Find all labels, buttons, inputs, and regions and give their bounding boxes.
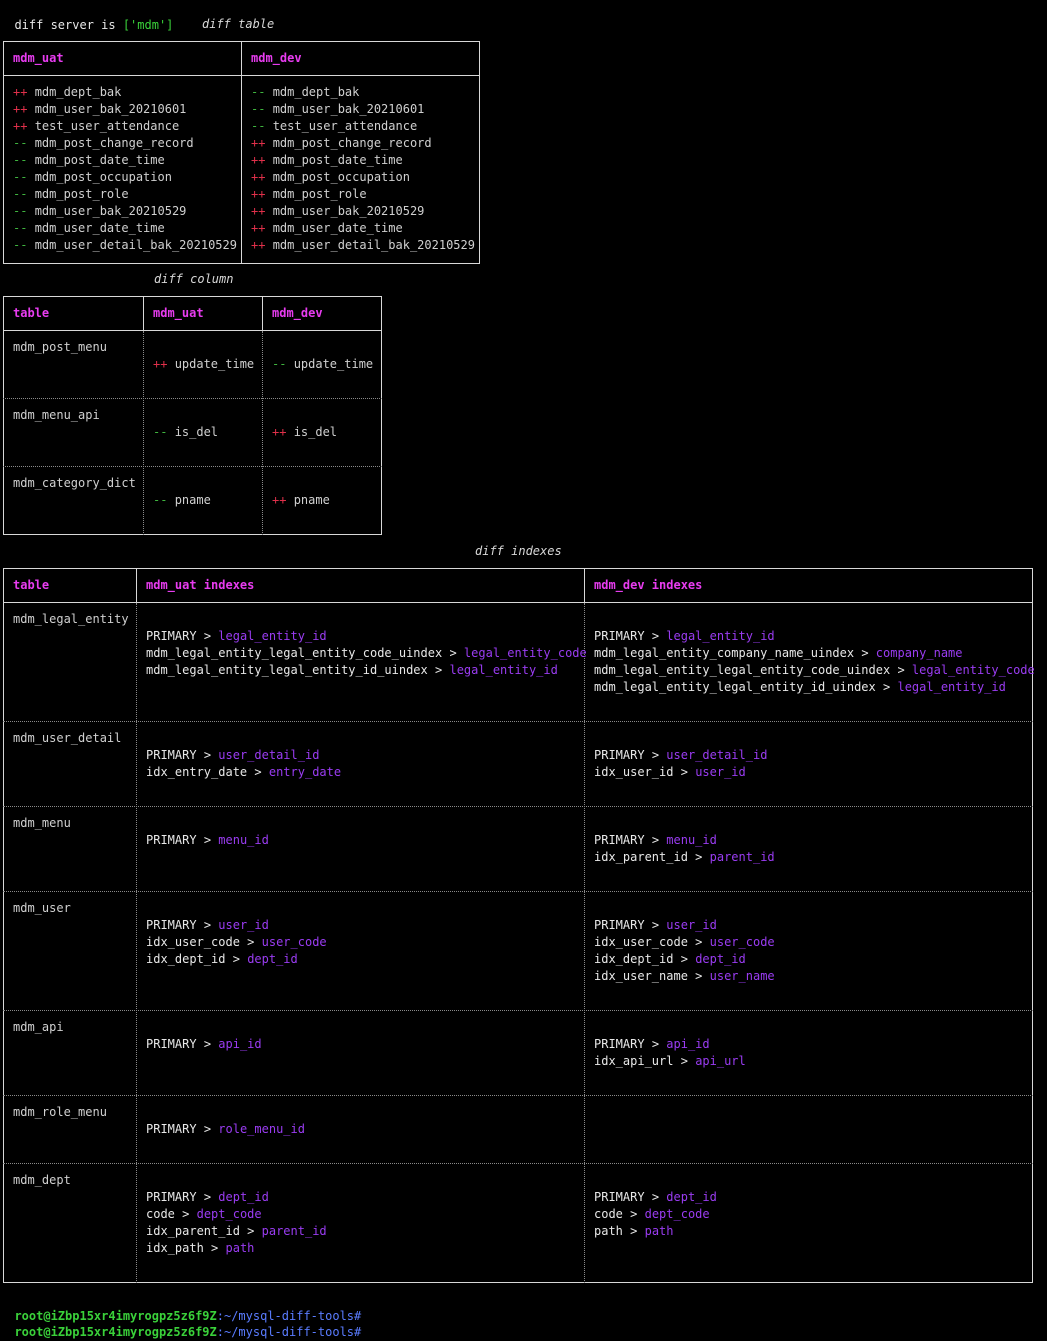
index-name: idx_user_code [594,935,688,949]
table-name: mdm_user_bak_20210601 [272,102,425,116]
index-entry [594,679,1006,696]
row-divider [3,1095,1033,1096]
index-name: PRIMARY [146,1190,197,1204]
index-name: path [594,1224,623,1238]
diff-column-title: diff column [154,272,234,286]
arrow-icon: > [883,680,891,694]
diff-mark: -- [13,153,28,167]
index-column: dept_id [695,952,746,966]
diff-mark: ++ [272,425,287,439]
table-name: mdm_post_change_record [272,136,432,150]
arrow-icon: > [203,1122,212,1136]
diff-column-dev [272,424,337,441]
shell-prompt[interactable] [0,1291,362,1323]
row-divider [3,398,382,399]
table-name: mdm_post_date_time [34,153,165,167]
arrow-icon: > [630,1224,638,1238]
diff-mark: -- [13,221,28,235]
diff-table-row-dev [251,220,403,237]
table-name: test_user_attendance [34,119,180,133]
arrow-icon: > [680,1054,688,1068]
index-name: idx_dept_id [594,952,674,966]
index-column: user_id [666,918,717,932]
arrow-icon: > [651,748,660,762]
index-column: user_id [695,765,746,779]
table-name: mdm_post_role [34,187,129,201]
index-name: code [594,1207,623,1221]
index-entry [594,951,746,968]
diff-mark: -- [272,357,287,371]
arrow-icon: > [203,1037,212,1051]
index-name: code [146,1207,175,1221]
diff-table-row-dev [251,152,403,169]
diff-column-table-name: mdm_category_dict [13,476,136,490]
index-column: api_url [695,1054,746,1068]
index-name: idx_api_url [594,1054,674,1068]
arrow-icon: > [203,918,212,932]
diff-indexes-table-name: mdm_user_detail [13,731,122,745]
arrow-icon: > [861,646,869,660]
index-name: PRIMARY [146,748,197,762]
index-entry [146,662,558,679]
diff-indexes-table-name: mdm_dept [13,1173,71,1187]
table-name: mdm_user_bak_20210601 [34,102,187,116]
index-entry [146,917,269,934]
index-entry [594,1053,746,1070]
diff-indexes-col-table: table [13,578,50,592]
index-entry [146,1189,269,1206]
diff-table-col-dev: mdm_dev [251,51,302,65]
arrow-icon: > [651,629,660,643]
index-entry [594,832,717,849]
diff-mark: -- [251,85,266,99]
diff-column-header-divider [3,330,382,331]
arrow-icon: > [695,850,703,864]
index-column: legal_entity_code [463,646,587,660]
diff-indexes-header-divider [3,602,1033,603]
prompt-path: :~/mysql-diff-tools# [216,1325,362,1339]
index-column: menu_id [666,833,717,847]
index-entry [146,1206,262,1223]
diff-column-table-name: mdm_menu_api [13,408,100,422]
index-name: idx_entry_date [146,765,248,779]
column-name: is_del [174,425,219,439]
column-name: pname [293,493,330,507]
index-name: PRIMARY [594,629,645,643]
diff-indexes-col-dev: mdm_dev indexes [594,578,703,592]
index-column: api_id [218,1037,262,1051]
index-column: role_menu_id [218,1122,305,1136]
table-name: mdm_user_bak_20210529 [34,204,187,218]
arrow-icon: > [630,1207,638,1221]
index-entry [594,1036,710,1053]
arrow-icon: > [254,765,262,779]
index-name: PRIMARY [594,918,645,932]
arrow-icon: > [232,952,240,966]
index-entry [594,662,1035,679]
diff-column-uat [153,356,254,373]
diff-table-col-divider [241,41,242,264]
diff-mark: ++ [272,493,287,507]
arrow-icon: > [897,663,905,677]
diff-mark: ++ [251,153,266,167]
diff-column-uat [153,492,211,509]
diff-table-row-uat [13,169,172,186]
diff-mark: -- [251,119,266,133]
index-name: idx_parent_id [146,1224,240,1238]
diff-mark: ++ [251,187,266,201]
table-name: mdm_user_date_time [34,221,165,235]
index-column: parent_id [261,1224,327,1238]
index-name: PRIMARY [146,629,197,643]
index-name: PRIMARY [594,1037,645,1051]
diff-indexes-col-uat: mdm_uat indexes [146,578,255,592]
index-column: user_code [709,935,775,949]
index-name: PRIMARY [594,1190,645,1204]
index-entry [594,628,775,645]
diff-table-row-dev [251,101,424,118]
col-divider [262,331,263,535]
table-name: mdm_post_occupation [34,170,172,184]
shell-prompt[interactable] [0,1307,362,1339]
index-name: idx_path [146,1241,204,1255]
index-column: legal_entity_id [897,680,1006,694]
arrow-icon: > [211,1241,219,1255]
index-column: path [644,1224,674,1238]
index-entry [146,1036,262,1053]
table-name: mdm_user_date_time [272,221,403,235]
diff-table-row-uat [13,237,237,254]
diff-table-row-uat [13,84,121,101]
column-name: pname [174,493,211,507]
index-column: dept_code [644,1207,710,1221]
index-name: PRIMARY [594,748,645,762]
arrow-icon: > [680,765,688,779]
table-name: mdm_user_bak_20210529 [272,204,425,218]
index-name: idx_user_name [594,969,688,983]
col-divider [143,331,144,535]
index-column: user_detail_id [666,748,768,762]
arrow-icon: > [449,646,457,660]
index-name: PRIMARY [594,833,645,847]
table-name: mdm_dept_bak [272,85,360,99]
diff-table-row-uat [13,135,194,152]
arrow-icon: > [435,663,443,677]
diff-indexes-title: diff indexes [475,544,562,558]
arrow-icon: > [203,748,212,762]
index-entry [146,934,327,951]
server-header [0,0,174,32]
diff-indexes-table-name: mdm_legal_entity [13,612,129,626]
index-column: parent_id [709,850,775,864]
row-divider [3,721,1033,722]
index-entry [594,849,775,866]
index-column: legal_entity_code [911,663,1035,677]
row-divider [3,891,1033,892]
index-entry [146,764,341,781]
index-name: idx_user_code [146,935,240,949]
index-column: user_detail_id [218,748,320,762]
diff-table-row-dev [251,203,424,220]
table-name: mdm_user_detail_bak_20210529 [272,238,475,252]
diff-mark: -- [13,136,28,150]
table-name: mdm_post_role [272,187,367,201]
table-name: mdm_post_occupation [272,170,410,184]
col-divider [136,603,137,1283]
index-name: idx_parent_id [594,850,688,864]
diff-table-row-dev [251,135,432,152]
table-name: mdm_post_change_record [34,136,194,150]
index-name: idx_dept_id [146,952,226,966]
index-column: dept_code [196,1207,262,1221]
index-entry [146,1121,305,1138]
diff-column-col-uat: mdm_uat [153,306,204,320]
index-column: menu_id [218,833,269,847]
index-column: user_code [261,935,327,949]
diff-mark: ++ [251,221,266,235]
diff-indexes-table-name: mdm_menu [13,816,71,830]
index-entry [146,645,587,662]
diff-mark: -- [153,493,168,507]
index-entry [594,1223,674,1240]
index-name: mdm_legal_entity_company_name_uindex [594,646,855,660]
column-name: is_del [293,425,338,439]
diff-table-row-uat [13,203,186,220]
index-entry [594,934,775,951]
diff-table-row-uat [13,152,165,169]
diff-mark: ++ [13,85,28,99]
index-column: legal_entity_id [666,629,775,643]
table-name: test_user_attendance [272,119,418,133]
prompt-path: :~/mysql-diff-tools# [216,1309,362,1323]
diff-column-dev [272,492,330,509]
row-divider [3,806,1033,807]
index-name: mdm_legal_entity_legal_entity_code_uindex [594,663,891,677]
index-entry [146,951,298,968]
arrow-icon: > [182,1207,190,1221]
column-name: update_time [174,357,255,371]
diff-table-row-uat [13,118,179,135]
index-name: PRIMARY [146,1037,197,1051]
index-column: api_id [666,1037,710,1051]
diff-indexes-table-name: mdm_api [13,1020,64,1034]
col-divider [143,296,144,331]
index-column: legal_entity_id [449,663,558,677]
column-name: update_time [293,357,374,371]
index-column: legal_entity_id [218,629,327,643]
index-column: dept_id [218,1190,269,1204]
index-column: dept_id [666,1190,717,1204]
diff-mark: -- [13,238,28,252]
diff-table-row-dev [251,169,410,186]
index-entry [146,1223,327,1240]
arrow-icon: > [203,833,212,847]
server-list: ['mdm'] [122,18,174,32]
diff-column-dev [272,356,373,373]
index-name: PRIMARY [146,918,197,932]
index-entry [594,1206,710,1223]
diff-mark: ++ [251,238,266,252]
arrow-icon: > [203,629,212,643]
index-column: path [225,1241,255,1255]
index-entry [594,747,767,764]
index-entry [146,1240,254,1257]
diff-column-col-dev: mdm_dev [272,306,323,320]
diff-indexes-table-name: mdm_role_menu [13,1105,107,1119]
col-divider [584,568,585,603]
row-divider [3,1010,1033,1011]
diff-mark: -- [13,187,28,201]
index-entry [146,628,327,645]
diff-table-row-uat [13,186,129,203]
diff-column-col-table: table [13,306,50,320]
diff-mark: ++ [153,357,168,371]
diff-mark: ++ [251,204,266,218]
index-name: mdm_legal_entity_legal_entity_id_uindex [146,663,428,677]
row-divider [3,466,382,467]
diff-table-col-uat: mdm_uat [13,51,64,65]
diff-table-title: diff table [202,17,275,31]
index-entry [594,764,746,781]
index-name: PRIMARY [146,1122,197,1136]
diff-indexes-table-name: mdm_user [13,901,71,915]
diff-table-row-dev [251,186,367,203]
arrow-icon: > [203,1190,212,1204]
col-divider [262,296,263,331]
index-entry [594,917,717,934]
index-name: mdm_legal_entity_legal_entity_code_uindex [146,646,443,660]
arrow-icon: > [680,952,688,966]
diff-table-row-dev [251,118,417,135]
index-column: user_name [709,969,775,983]
prompt-user: root@iZbp15xr4imyrogpz5z6f9Z [14,1325,217,1339]
diff-column-uat [153,424,218,441]
prompt-user: root@iZbp15xr4imyrogpz5z6f9Z [14,1309,217,1323]
row-divider [3,1163,1033,1164]
diff-table-row-uat [13,220,165,237]
diff-mark: -- [13,170,28,184]
arrow-icon: > [651,1190,660,1204]
arrow-icon: > [651,918,660,932]
col-divider [584,603,585,1283]
index-name: idx_user_id [594,765,674,779]
diff-mark: -- [13,204,28,218]
index-name: mdm_legal_entity_legal_entity_id_uindex [594,680,876,694]
index-column: user_id [218,918,269,932]
index-entry [146,832,269,849]
table-name: mdm_post_date_time [272,153,403,167]
index-entry [594,645,963,662]
diff-column-table-name: mdm_post_menu [13,340,107,354]
server-header-prefix: diff server is [14,18,123,32]
diff-mark: ++ [13,119,28,133]
index-column: company_name [875,646,963,660]
diff-mark: ++ [13,102,28,116]
index-entry [146,747,319,764]
diff-table-row-uat [13,101,186,118]
diff-mark: -- [251,102,266,116]
index-name: PRIMARY [146,833,197,847]
index-entry [594,968,775,985]
diff-mark: -- [153,425,168,439]
index-column: dept_id [247,952,298,966]
arrow-icon: > [651,833,660,847]
table-name: mdm_dept_bak [34,85,122,99]
arrow-icon: > [247,1224,255,1238]
arrow-icon: > [651,1037,660,1051]
col-divider [136,568,137,603]
diff-table-row-dev [251,237,475,254]
diff-mark: ++ [251,136,266,150]
index-entry [594,1189,717,1206]
diff-table-row-dev [251,84,359,101]
arrow-icon: > [695,969,703,983]
arrow-icon: > [247,935,255,949]
diff-mark: ++ [251,170,266,184]
index-column: entry_date [268,765,342,779]
arrow-icon: > [695,935,703,949]
table-name: mdm_user_detail_bak_20210529 [34,238,237,252]
